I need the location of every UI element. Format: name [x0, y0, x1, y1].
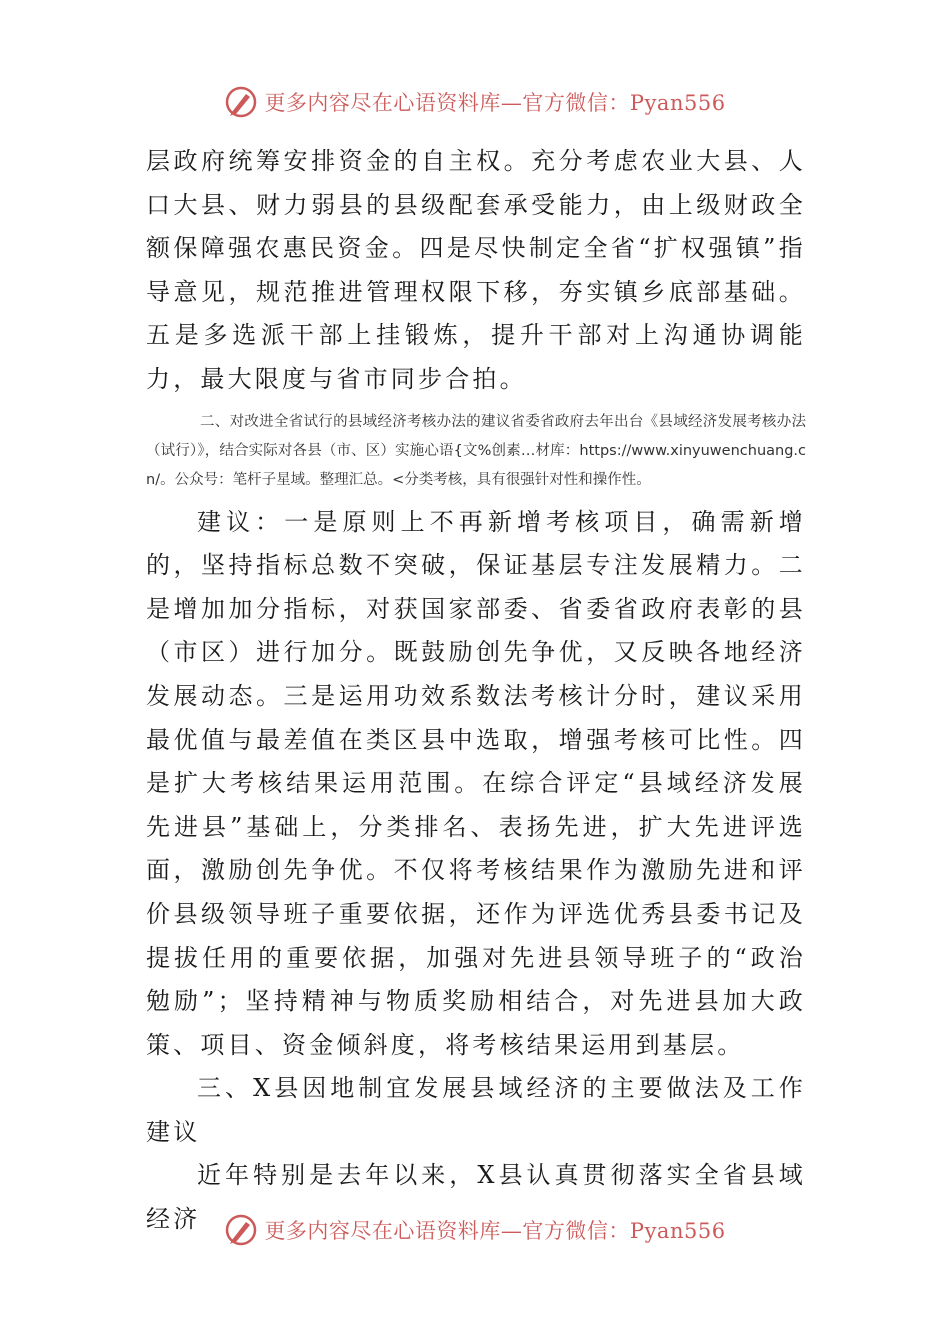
- paragraph-3: 建议：一是原则上不再新增考核项目，确需新增的，坚持指标总数不突破，保证基层专注发展精力。二是增加加分指标，对获国家部委、省委省政府表彰的县（市区）进行加分。既鼓励创先争优，又反映各地经济发展动态。三是运用功效系数法考核计分时，建议采用最优值与最差值在类区县中选取，增强考核可比性。四是扩大考核结果运用范围。在综合评定“县域经济发展先进县”基础上，分类排名、表扬先进，扩大先进评选面，激励创先争优。不仅将考核结果作为激励先进和评价县级领导班子重要依据，还作为评选优秀县委书记及提拔任用的重要依据，加强对先进县领导班子的“政治勉励”；坚持精神与物质奖励相结合，对先进县加大政策、项目、资金倾斜度，将考核结果运用到基层。: [146, 507, 806, 1059]
- header-banner-text: 更多内容尽在心语资料库—官方微信：Pyan556: [264, 91, 726, 115]
- section-heading-3: 三、X县因地制宜发展县域经济的主要做法及工作建议: [146, 1074, 806, 1146]
- paragraph-2-small: 二、对改进全省试行的县域经济考核办法的建议省委省政府去年出台《县域经济发展考核办法（试行）》，结合实际对各县（市、区）实施心语{文%创素…材库：https://www.xinyuwenchuang.cn/。公众号：笔杆子星域。整理汇总。<分类考核，具有很强针对性和操作性。: [146, 413, 806, 488]
- pen-logo-icon: [224, 1213, 258, 1247]
- paragraph-1: 层政府统筹安排资金的自主权。充分考虑农业大县、人口大县、财力弱县的县级配套承受能力，由上级财政全额保障强农惠民资金。四是尽快制定全省“扩权强镇”指导意见，规范推进管理权限下移，夯实镇乡底部基础。五是多选派干部上挂锻炼，提升干部对上沟通协调能力，最大限度与省市同步合拍。: [146, 147, 806, 393]
- pen-logo-icon: [224, 85, 258, 119]
- paragraph-5: 近年特别是去年以来，X县认真贯彻落实全省县域经济: [146, 1161, 806, 1234]
- footer-banner: [0, 1210, 950, 1250]
- footer-banner-text: 更多内容尽在心语资料库—官方微信：Pyan556: [264, 1219, 726, 1243]
- header-banner: [0, 82, 950, 122]
- document-body: [146, 140, 806, 1242]
